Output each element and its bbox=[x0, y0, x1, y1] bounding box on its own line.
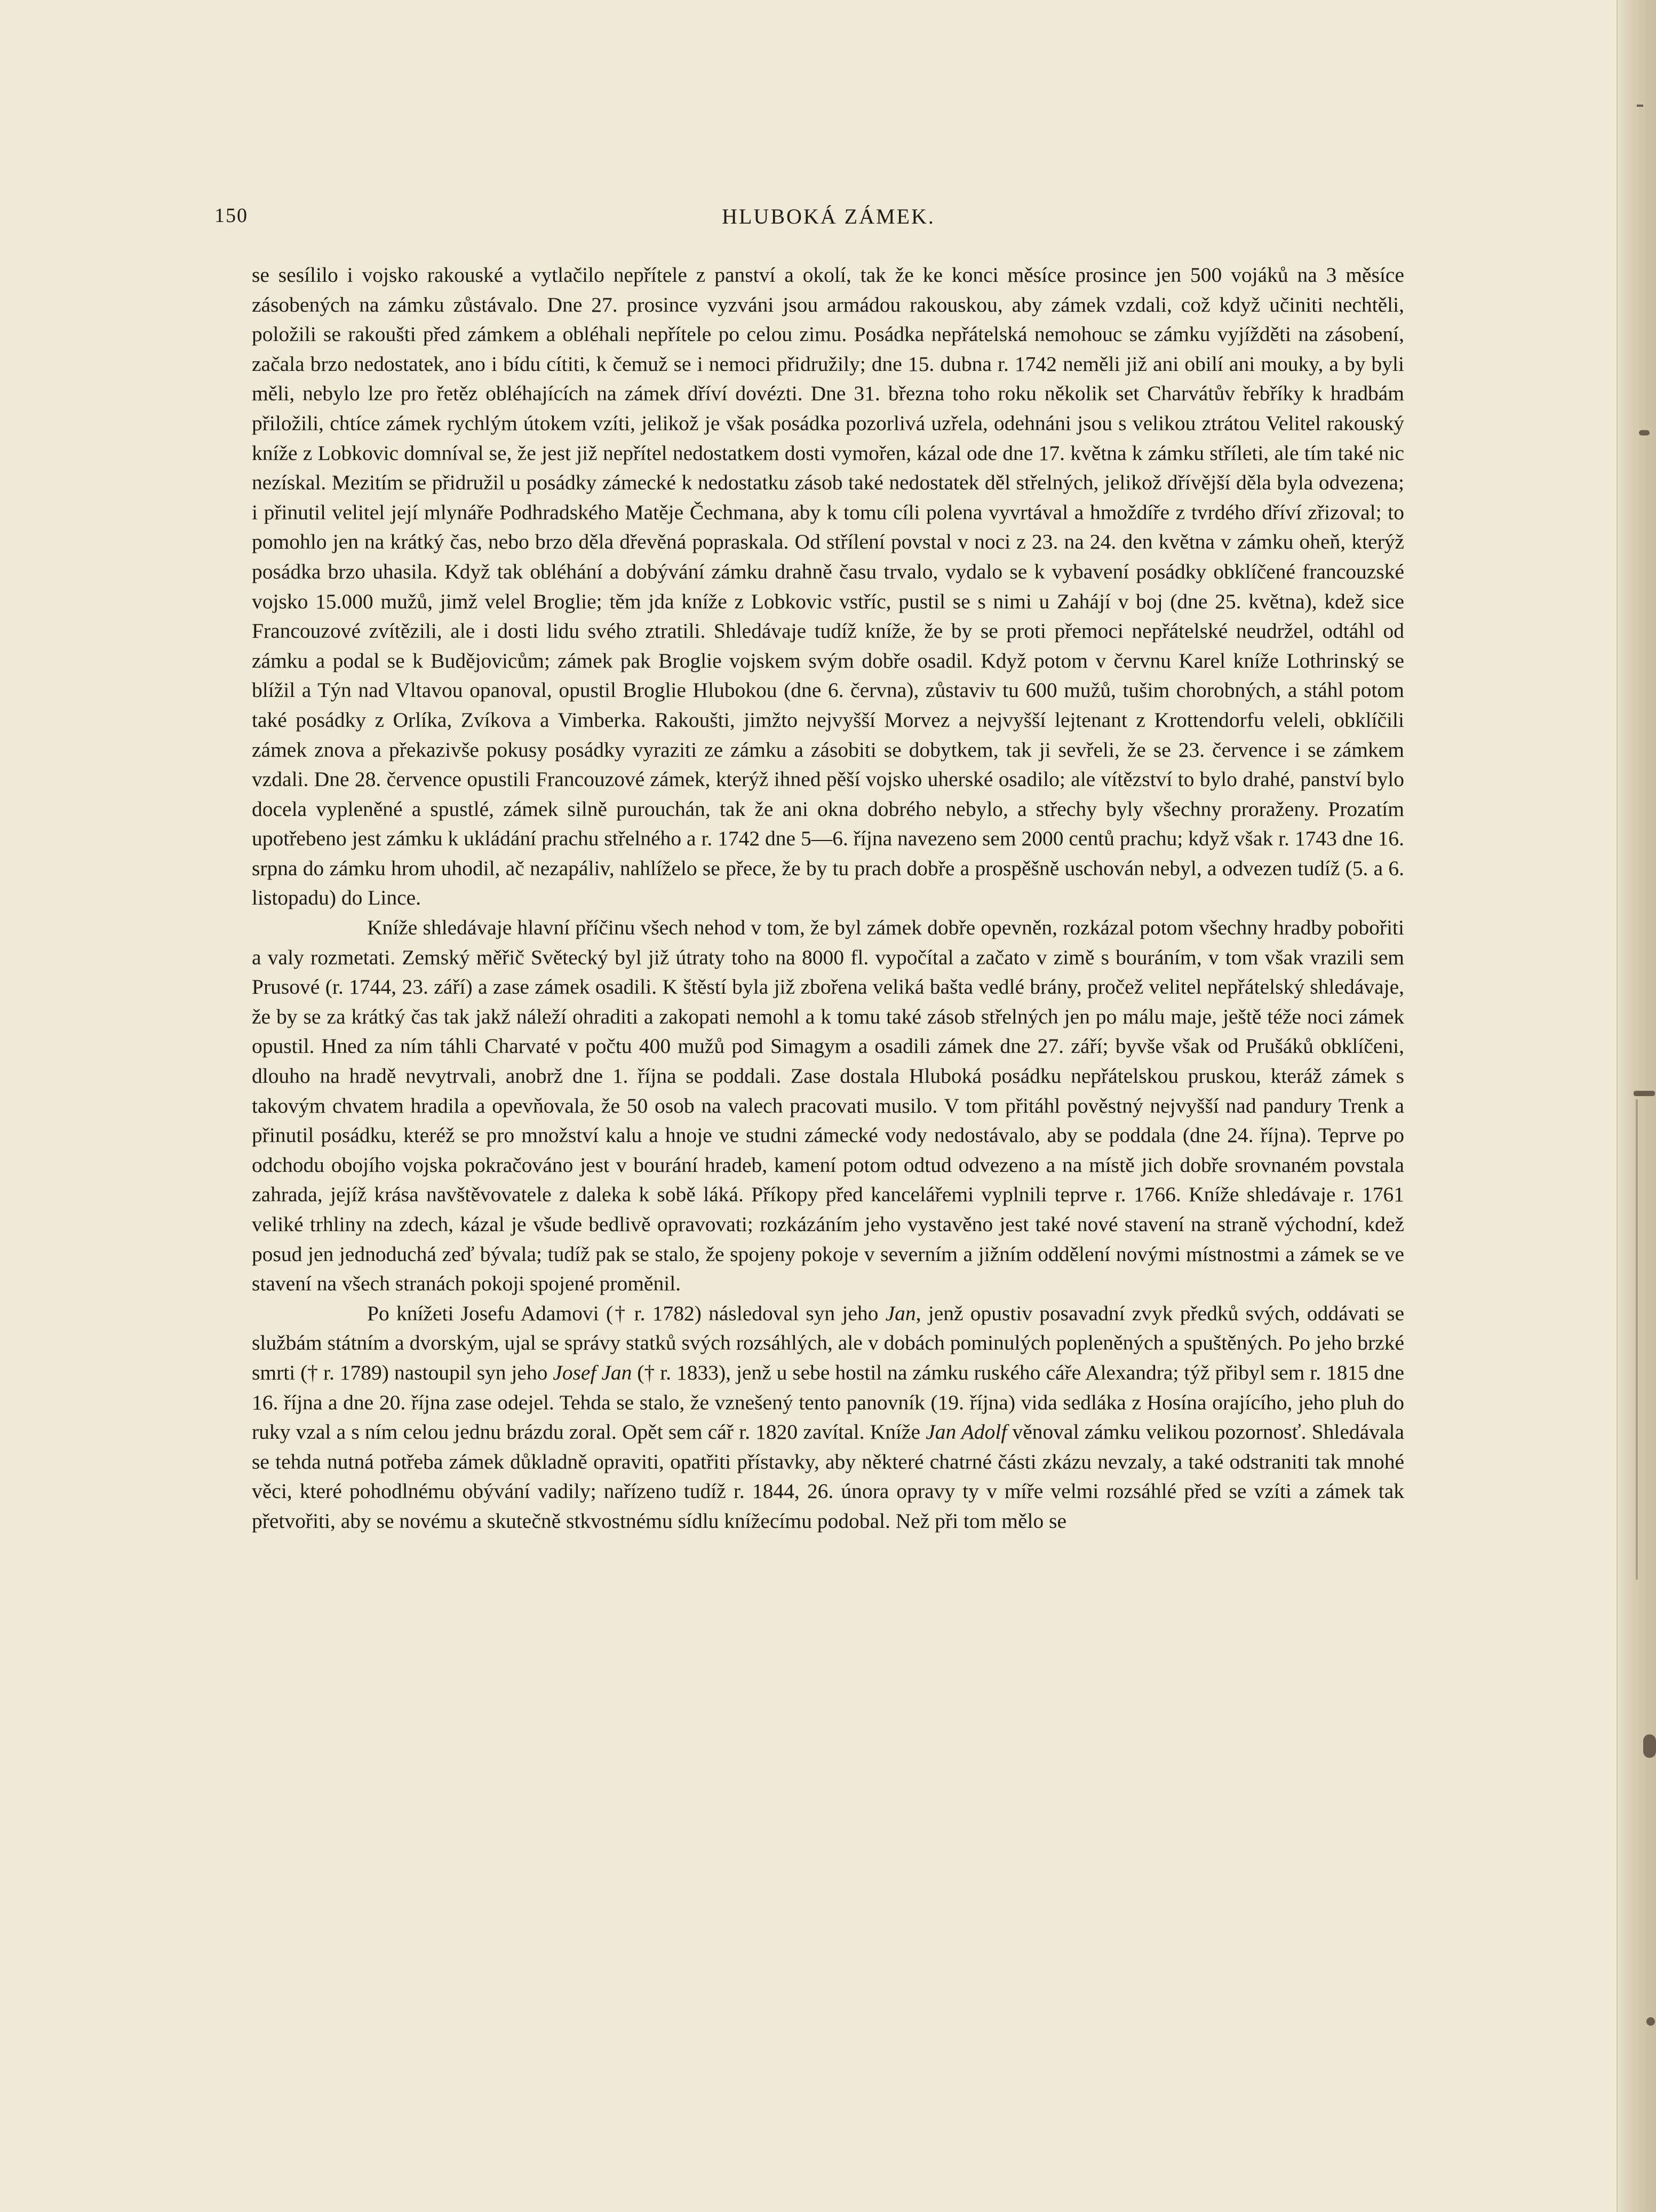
text-run: věnoval zámku velikou pozornosť. Shledávala se tehda nutná potřeba zámek důkladně opraviti, opatřiti přístavky, aby některé chatrné části zkázu nevzaly, a také odstraniti tak mnohé věci, které pohodlnému obývání vadily; nařízeno tudíž r. 1844, 26. února opravy ty v míře velmi rozsáhlé před se vzíti a zámek tak přetvořiti, aby se novému a skutečně stkvostnému sídlu knížecímu podobal. Než při tom mělo se bbox=[252, 1420, 1404, 1533]
paragraph bbox=[252, 1299, 1404, 1536]
gutter-shadow bbox=[1636, 1099, 1638, 1580]
page-number: 150 bbox=[214, 204, 248, 227]
body-text bbox=[252, 260, 1404, 1536]
italic-name: Jan bbox=[885, 1301, 916, 1325]
text-run: († r. 1833), jenž u sebe hostil na zámku ruského cáře Alexandra; týž přibyl sem r. 1815 dne 16. října a dne 20. října zase odejel. Tehda se stalo, že vznešený tento panovník (19. října) vida sedláka z Hosína orajícího, jeho pluh do ruky vzal a s ním celou jednu brázdu zoral. Opět sem cář r. 1820 zavítal. Kníže bbox=[252, 1360, 1404, 1444]
page-header bbox=[207, 196, 1450, 239]
gutter-mark bbox=[1643, 1734, 1656, 1758]
gutter-mark bbox=[1637, 105, 1643, 107]
gutter-mark bbox=[1634, 1091, 1655, 1096]
gutter-mark bbox=[1646, 2017, 1655, 2026]
italic-name: Josef Jan bbox=[553, 1360, 632, 1384]
page-gutter-edge bbox=[1617, 0, 1656, 2212]
text-run: Kníže shledávaje hlavní příčinu všech nehod v tom, že byl zámek dobře opevněn, rozkázal potom všechny hradby pobořiti a valy rozmetati. Zemský měřič Světecký byl již útraty toho na 8000 fl. vypočítal a začato v zimě s bouráním, v tom však vrazili sem Prusové (r. 1744, 23. září) a zase zámek osadili. K štěstí byla již zbořena veliká bašta vedlé brány, pročež velitel nepřátelský shledávaje, že by se za krátký čas tak jakž náleží ohraditi a zakopati nemohl a k tomu také zásob střelných jen po málu maje, ještě téže noci zámek opustil. Hned za ním táhli Charvaté v počtu 400 mužů pod Simagym a osadili zámek dne 27. září; byvše však od Prušáků obklíčeni, dlouho na hradě nevytrvali, anobrž dne 1. října se poddali. Zase dostala Hluboká posádku nepřátelskou pruskou, kteráž zámek s takovým chvatem hradila a opevňovala, že 50 osob na valech pracovati musilo. V tom přitáhl pověstný nejvyšší nad pandury Trenk a přinutil posádku, kteréž se pro množství kalu a hnoje ve studni zámecké vody nedostávalo, aby se poddala (dne 24. října). Teprve po odchodu obojího vojska pokračováno jest v bourání hradeb, kamení potom odtud odvezeno a na místě jich dobře srovnaném povstala zahrada, jejíž krása navštěvovatele z daleka k sobě láká. Příkopy před kancelářemi vyplnili teprve r. 1766. Kníže shledávaje r. 1761 veliké trhliny na zdech, kázal je všude bedlivě opravovati; rozkázáním jeho vystavěno jest také nové stavení na straně východní, kdež posud jen jednoduchá zeď bývala; tudíž pak se stalo, že spojeny pokoje v severním a jižním oddělení novými místnostmi a zámek se ve stavení na všech stranách pokoji spojené proměnil. bbox=[252, 916, 1404, 1296]
running-title: HLUBOKÁ ZÁMEK. bbox=[722, 204, 935, 228]
text-run: Po knížeti Josefu Adamovi († r. 1782) následoval syn jeho bbox=[367, 1301, 886, 1325]
italic-name: Jan Adolf bbox=[926, 1420, 1007, 1444]
paragraph bbox=[252, 260, 1404, 913]
paragraph bbox=[252, 913, 1404, 1299]
text-run: , jenž opustiv posavadní zvyk předků svých, oddávati se službám státním a dvorským, ujal se správy statků svých rozsáhlých, ale v dobách pominulých popleněných a spuštěných. Po jeho brzké smrti († r. 1789) nastoupil syn jeho bbox=[252, 1301, 1405, 1384]
text-run: se sesílilo i vojsko rakouské a vytlačilo nepřítele z panství a okolí, tak že ke konci měsíce prosince jen 500 vojáků na 3 měsíce zásobených na zámku zůstávalo. Dne 27. prosince vyzváni jsou armádou rakouskou, aby zámek vzdali, což když učiniti nechtěli, položili se rakoušti před zámkem a obléhali nepřítele po celou zimu. Posádka nepřátelská nemohouc se zámku vyjížděti na zásobení, začala brzo nedostatek, ano i bídu cítiti, k čemuž se i nemoci přidružily; dne 15. dubna r. 1742 neměli již ani obilí ani mouky, a by byli měli, nebylo lze pro řetěz obléhajících na zámek dříví dovézti. Dne 31. března toho roku několik set Charvátův řebříky k hradbám přiložili, chtíce zámek rychlým útokem vzíti, jelikož je však posádka pozorlivá uzřela, odehnáni jsou s velikou ztrátou Velitel rakouský kníže z Lobkovic domníval se, že jest již nepřítel nedostatkem dosti vymořen, kázal ode dne 17. května k zámku stříleti, ale tím také nic nezískal. Mezitím se přidružil u posádky zámecké k nedostatku zásob také nedostatek děl střelných, jelikož dřívější děla byla odvezena; i přinutil velitel její mlynáře Podhradského Matěje Čechmana, aby k tomu cíli polena vyvrtával a hmoždíře z tvrdého dříví zřizoval; to pomohlo jen na krátký čas, nebo brzo děla dřevěná popraskala. Od střílení povstal v noci z 23. na 24. den května v zámku oheň, kterýž posádka brzo uhasila. Když tak obléhání a dobývání zámku drahně času trvalo, vydalo se k vybavení posádky obklíčené francouzské vojsko 15.000 mužů, jimž velel Broglie; těm jda kníže z Lobkovic vstříc, pustil se s nimi u Zahájí v boj (dne 25. května), kdež sice Francouzové zvítězili, ale i dosti lidu svého ztratili. Shledávaje tudíž kníže, že by se proti přemoci nepřátelské neudržel, odtáhl od zámku a podal se k Budějovicům; zámek pak Broglie vojskem svým dobře osadil. Když potom v červnu Karel kníže Lothrinský se blížil a Týn nad Vltavou opanoval, opustil Broglie Hlubokou (dne 6. června), zůstaviv tu 600 mužů, tušim chorobných, a stáhl potom také posádky z Orlíka, Zvíkova a Vimberka. Rakoušti, jimžto nejvyšší Morvez a nejvyšší lejtenant z Krottendorfu veleli, obklíčili zámek znova a překazivše pokusy posádky vyraziti ze zámku a zásobiti se dobytkem, tak ji sevřeli, že se 23. července i se zámkem vzdali. Dne 28. července opustili Francouzové zámek, kterýž ihned pěší vojsko uherské osadilo; ale vítězství to bylo drahé, panství bylo docela vypleněné a spustlé, zámek silně purouchán, tak že ani okna dobrého nebylo, a střechy byly všechny proraženy. Prozatím upotřebeno jest zámku k ukládání prachu střelného a r. 1742 dne 5—6. října navezeno sem 2000 centů prachu; když však r. 1743 dne 16. srpna do zámku hrom uhodil, ač nezapáliv, nahlíželo se přece, že by tu prach dobře a prospěšně uschován nebyl, a odvezen tudíž (5. a 6. listopadu) do Lince. bbox=[252, 263, 1404, 910]
gutter-mark bbox=[1639, 430, 1650, 435]
